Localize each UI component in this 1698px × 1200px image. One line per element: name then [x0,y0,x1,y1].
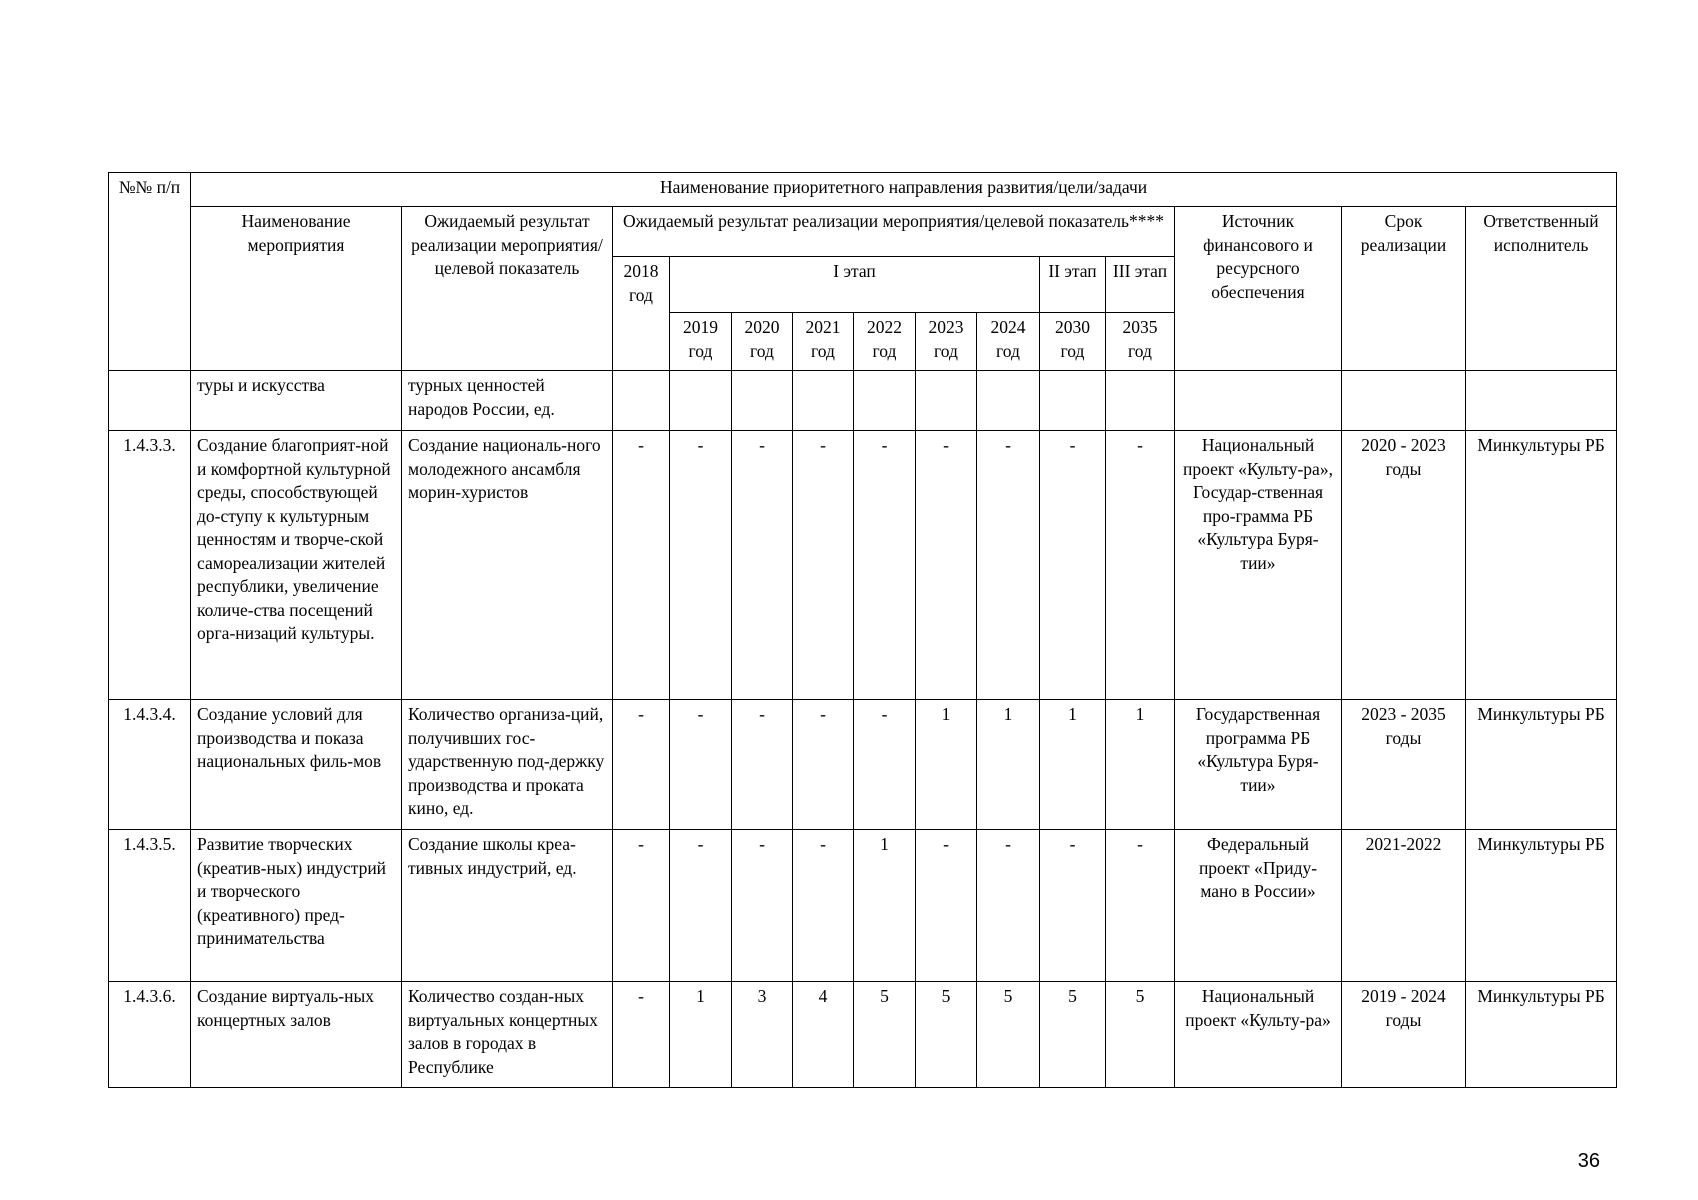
row-term: 2019 - 2024 годы [1342,982,1466,1088]
row-value [1040,371,1106,431]
row-value: 5 [854,982,916,1088]
row-indicator: турных ценностей народов России, ед. [402,371,613,431]
row-value: - [1106,830,1175,982]
row-value: 4 [793,982,854,1088]
row-source: Федеральный проект «Приду-мано в России» [1175,830,1342,982]
row-indicator: Количество создан-ных виртуальных концертных залов в городах в Республике [402,982,613,1088]
row-value [670,371,732,431]
row-value [916,371,977,431]
row-executor: Минкультуры РБ [1466,431,1617,700]
header-stage-2: II этап [1040,257,1106,313]
row-executor [1466,371,1617,431]
row-value: - [977,830,1040,982]
header-year: 2023 год [916,313,977,371]
table-row [109,830,1617,982]
row-value [977,371,1040,431]
page-number: 36 [1577,1150,1600,1172]
plan-table [108,172,1617,1088]
row-source [1175,371,1342,431]
row-value: - [793,830,854,982]
row-event-name: Развитие творческих (креатив-ных) индустрий и творческого (креативного) пред-принимательства [191,830,402,982]
row-event-name: Создание виртуаль-ных концертных залов [191,982,402,1088]
row-value: 1 [977,700,1040,830]
row-value: - [1106,431,1175,700]
header-year: 2021 год [793,313,854,371]
row-value: 5 [1040,982,1106,1088]
row-value: - [613,700,670,830]
row-value: - [1040,830,1106,982]
row-value: - [793,700,854,830]
header-stage-1: I этап [670,257,1040,313]
header-year: 2024 год [977,313,1040,371]
row-value: 1 [854,830,916,982]
row-event-name: Создание благоприят-ной и комфортной культурной среды, способствующей до-ступу к культурным ценностям и творче-ской самореализации жителей республики, увеличение количе-ства посещений орга-низаций культуры. [191,431,402,700]
row-num: 1.4.3.3. [109,431,191,700]
row-value: 1 [1040,700,1106,830]
table-row [109,700,1617,830]
row-value: - [854,431,916,700]
row-value [613,371,670,431]
row-indicator: Создание националь-ного молодежного ансамбля морин-хуристов [402,431,613,700]
header-year: 2019 год [670,313,732,371]
header-event-name: Наименование мероприятия [191,207,402,371]
row-executor: Минкультуры РБ [1466,830,1617,982]
header-section-title: Наименование приоритетного направления развития/цели/задачи [191,173,1617,207]
row-value: - [916,830,977,982]
row-value: - [613,982,670,1088]
row-value: 5 [1106,982,1175,1088]
header-num: №№ п/п [109,173,191,371]
row-value [854,371,916,431]
row-event-name: туры и искусства [191,371,402,431]
row-num: 1.4.3.6. [109,982,191,1088]
header-expected-result-group: Ожидаемый результат реализации мероприятия/целевой показатель**** [613,207,1175,257]
row-value [732,371,793,431]
row-value: - [732,431,793,700]
row-value: - [613,830,670,982]
row-value: 5 [977,982,1040,1088]
row-term [1342,371,1466,431]
row-term: 2020 - 2023 годы [1342,431,1466,700]
row-value: 1 [1106,700,1175,830]
header-source: Источник финансового и ресурсного обеспечения [1175,207,1342,371]
row-value: - [793,431,854,700]
row-value: - [670,700,732,830]
row-value: - [1040,431,1106,700]
row-source: Государственная программа РБ «Культура Буря-тии» [1175,700,1342,830]
header-year: 2020 год [732,313,793,371]
row-num: 1.4.3.4. [109,700,191,830]
row-executor: Минкультуры РБ [1466,700,1617,830]
row-value: 1 [670,982,732,1088]
row-event-name: Создание условий для производства и показа национальных филь-мов [191,700,402,830]
header-term: Срок реализации [1342,207,1466,371]
row-value [1106,371,1175,431]
row-value: - [732,830,793,982]
header-year: 2022 год [854,313,916,371]
header-year-2018: 2018 год [613,257,670,371]
row-value: - [732,700,793,830]
row-value: 5 [916,982,977,1088]
row-num: 1.4.3.5. [109,830,191,982]
row-executor: Минкультуры РБ [1466,982,1617,1088]
table-row [109,371,1617,431]
row-term: 2021-2022 [1342,830,1466,982]
table-row [109,431,1617,700]
row-term: 2023 - 2035 годы [1342,700,1466,830]
row-value: - [916,431,977,700]
header-stage-3: III этап [1106,257,1175,313]
row-value: - [670,431,732,700]
header-executor: Ответственный исполнитель [1466,207,1617,371]
row-indicator: Количество организа-ций, получивших гос-ударственную под-держку производства и проката кино, ед. [402,700,613,830]
row-value: - [854,700,916,830]
header-year: 2030 год [1040,313,1106,371]
row-source: Национальный проект «Культу-ра» [1175,982,1342,1088]
row-indicator: Создание школы креа-тивных индустрий, ед. [402,830,613,982]
row-value: 1 [916,700,977,830]
row-value: - [670,830,732,982]
row-num [109,371,191,431]
row-value [793,371,854,431]
table-row [109,982,1617,1088]
header-expected-result: Ожидаемый результат реализации мероприятия/целевой показатель [402,207,613,371]
row-source: Национальный проект «Культу-ра», Государ-ственная про-грамма РБ «Культура Буря-тии» [1175,431,1342,700]
row-value: - [613,431,670,700]
header-year: 2035 год [1106,313,1175,371]
row-value: 3 [732,982,793,1088]
row-value: - [977,431,1040,700]
